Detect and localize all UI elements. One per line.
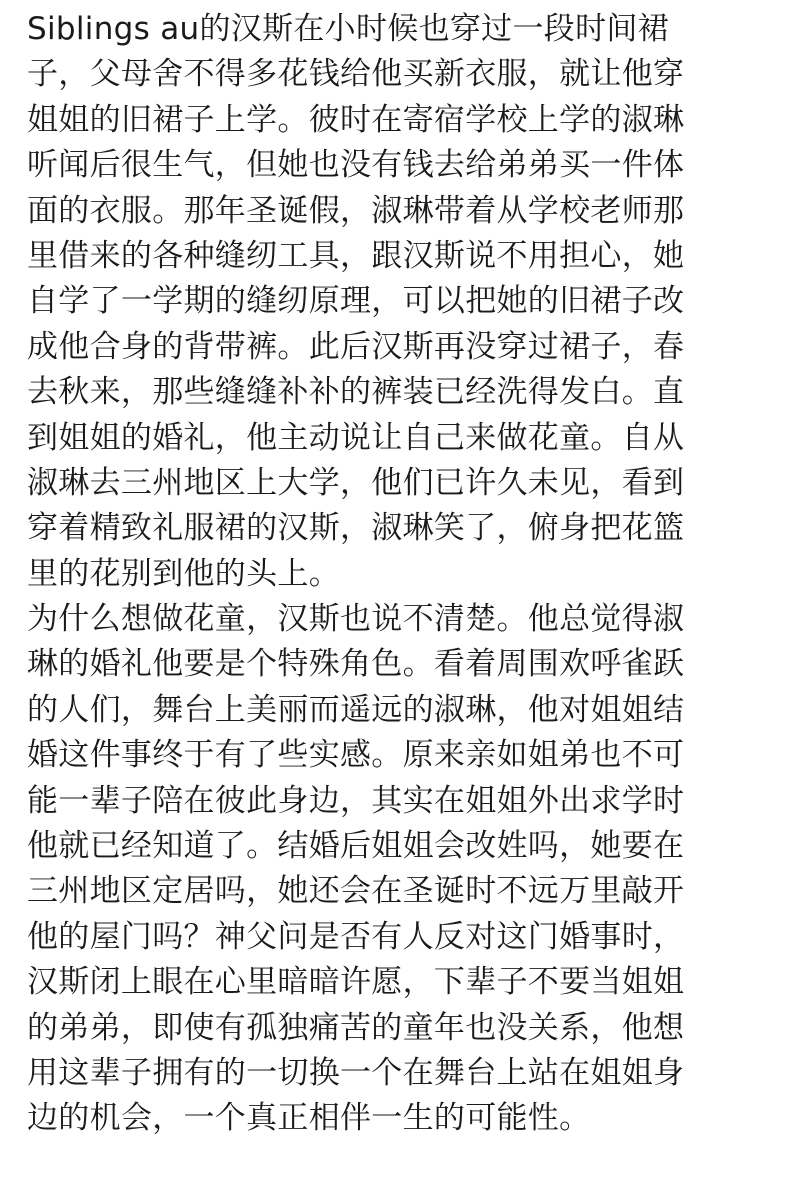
text-line: 他的屋门吗？神父问是否有人反对这门婚事时， bbox=[27, 918, 685, 955]
text-line: 姐姐的旧裙子上学。彼时在寄宿学校上学的淑琳 bbox=[27, 101, 685, 138]
text-line: 汉斯闭上眼在心里暗暗许愿，下辈子不要当姐姐 bbox=[27, 964, 685, 1001]
text-line: Siblings au的汉斯在小时候也穿过一段时间裙 bbox=[27, 11, 669, 47]
text-line: 的弟弟，即使有孤独痛苦的童年也没关系，他想 bbox=[27, 1009, 685, 1046]
text-line: 的人们，舞台上美丽而遥远的淑琳，他对姐姐结 bbox=[27, 691, 685, 728]
story-text bbox=[27, 7, 797, 1142]
text-line: 里借来的各种缝纫工具，跟汉斯说不用担心，她 bbox=[27, 237, 685, 274]
text-line: 到姐姐的婚礼，他主动说让自己来做花童。自从 bbox=[27, 419, 685, 456]
text-line: 面的衣服。那年圣诞假，淑琳带着从学校老师那 bbox=[27, 192, 685, 229]
text-line: 能一辈子陪在彼此身边，其实在姐姐外出求学时 bbox=[27, 782, 685, 819]
text-line: 里的花别到他的头上。 bbox=[27, 555, 340, 592]
text-line: 三州地区定居吗，她还会在圣诞时不远万里敲开 bbox=[27, 873, 685, 910]
text-line: 去秋来，那些缝缝补补的裤装已经洗得发白。直 bbox=[27, 374, 685, 411]
text-line: 琳的婚礼他要是个特殊角色。看着周围欢呼雀跃 bbox=[27, 646, 685, 683]
text-line: 穿着精致礼服裙的汉斯，淑琳笑了，俯身把花篮 bbox=[27, 510, 685, 547]
text-line: 婚这件事终于有了些实感。原来亲如姐弟也不可 bbox=[27, 737, 685, 774]
text-line: 淑琳去三州地区上大学，他们已许久未见，看到 bbox=[27, 464, 685, 501]
text-line: 他就已经知道了。结婚后姐姐会改姓吗，她要在 bbox=[27, 828, 685, 865]
text-line: 边的机会，一个真正相伴一生的可能性。 bbox=[27, 1100, 591, 1137]
text-line: 自学了一学期的缝纫原理，可以把她的旧裙子改 bbox=[27, 283, 685, 320]
text-line: 用这辈子拥有的一切换一个在舞台上站在姐姐身 bbox=[27, 1054, 685, 1091]
text-line: 成他合身的背带裤。此后汉斯再没穿过裙子，春 bbox=[27, 328, 685, 365]
text-line: 为什么想做花童，汉斯也说不清楚。他总觉得淑 bbox=[27, 601, 685, 638]
text-line: 听闻后很生气，但她也没有钱去给弟弟买一件体 bbox=[27, 147, 685, 184]
text-line: 子，父母舍不得多花钱给他买新衣服，就让他穿 bbox=[27, 56, 685, 93]
